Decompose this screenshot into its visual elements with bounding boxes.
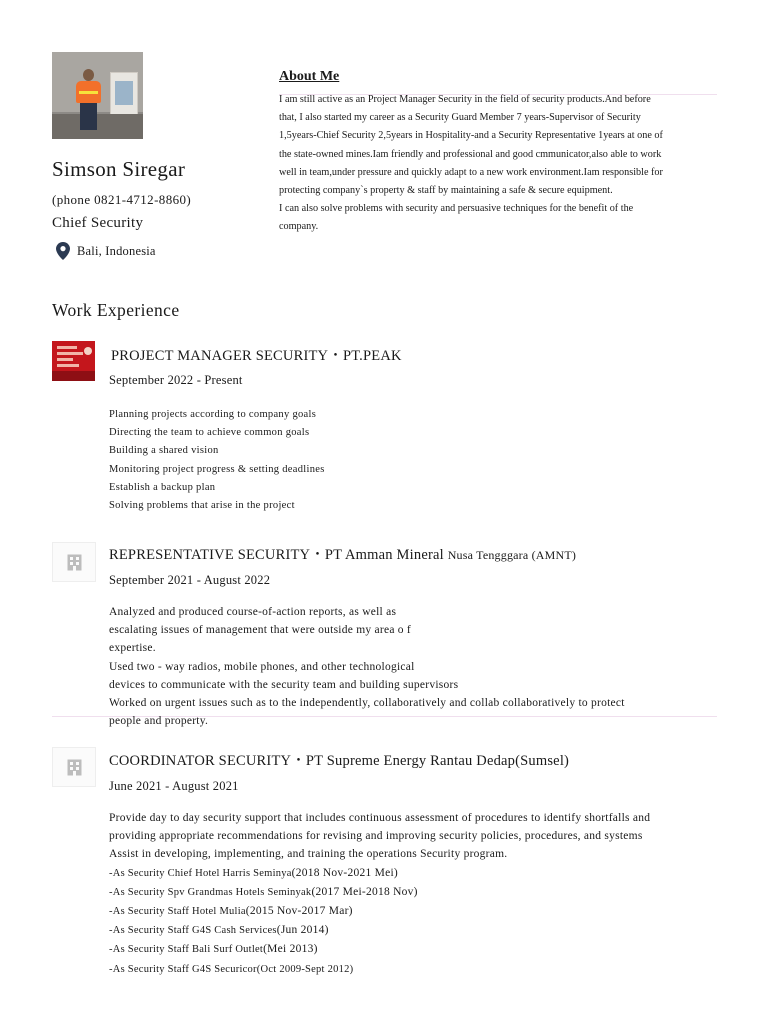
- job-date: September 2022 - Present: [109, 373, 243, 387]
- profile-phone: (phone 0821-4712-8860): [52, 192, 192, 207]
- company-logo: [52, 341, 95, 381]
- building-icon: [52, 747, 96, 787]
- job-date: June 2021 - August 2021: [109, 779, 239, 793]
- list-item: -As Security Staff G4S Securicor(Oct 2009-Sept 2012): [109, 963, 354, 975]
- list-item: -As Security Staff Hotel Mulia(2015 Nov-2017 Mar): [109, 905, 353, 918]
- list-item: Solving problems that arise in the project: [109, 500, 295, 512]
- map-pin-icon: [56, 242, 70, 260]
- list-item: -As Security Chief Hotel Harris Seminya(2018 Nov-2021 Mei): [109, 866, 398, 879]
- job-title: PROJECT MANAGER SECURITY・PT.PEAK: [111, 348, 402, 364]
- work-experience-heading: Work Experience: [52, 300, 180, 320]
- job-description: Analyzed and produced course-of-action reports, as well as escalating issues of management that were outside my area o f expertise. Used two - way radios, mobile phones, and other technological devices to communicate with the security team and building supervisors Worked on urgent issues such as to the independently, collaboratively and collab collaboratively to protect people and property.: [109, 606, 625, 728]
- profile-location: Bali, Indonesia: [77, 244, 156, 258]
- building-icon: [52, 542, 96, 582]
- list-item: Monitoring project progress & setting deadlines: [109, 463, 325, 475]
- about-title: About Me: [279, 69, 340, 84]
- list-item: -As Security Spv Grandmas Hotels Seminyak(2017 Mei-2018 Nov): [109, 885, 418, 898]
- profile-name: Simson Siregar: [52, 157, 186, 181]
- job-date: September 2021 - August 2022: [109, 573, 271, 587]
- list-item: Building a shared vision: [109, 445, 219, 457]
- list-item: Establish a backup plan: [109, 481, 216, 493]
- profile-role: Chief Security: [52, 215, 144, 231]
- profile-photo: [52, 52, 143, 139]
- list-item: -As Security Staff Bali Surf Outlet(Mei 2013): [109, 943, 318, 956]
- list-item: -As Security Staff G4S Cash Services(Jun 2014): [109, 924, 329, 937]
- about-text: I am still active as an Project Manager Security in the field of security products.And before that, I also started my career as a Security Guard Member 7 years-Supervisor of Security 1,5years-Chief Security 2,5years in Hospitality-and a Security Representative 1years at one of the state-owned mines.Iam friendly and professional and good cmmunicator,also able to work well in team,under pressure and quickly adapt to a new work environment.Iam responsible for protecting company`s property & staff by maintaining a safe & secure equipment. I can also solve problems with security and persuasive techniques for the benefit of the company.: [279, 94, 663, 233]
- job-title: COORDINATOR SECURITY・PT Supreme Energy Rantau Dedap(Sumsel): [109, 753, 570, 769]
- list-item: Directing the team to achieve common goals: [109, 427, 310, 439]
- job-description: Provide day to day security support that includes continuous assessment of procedures to identify shortfalls and providing appropriate recommendations for revising and improving security policies, procedures, and systems Assist in developing, implementing, and training the operations Security program. -As Security Chief Hotel Harris Seminya(2018 Nov-2021 Mei) -As Security Spv Grandmas Hotels Seminyak(2017 Mei-2018 Nov) -As Security Staff Hotel Mulia(2015 Nov-2017 Mar) -As Security Staff G4S Cash Services(Jun 2014) -As Security Staff Bali Surf Outlet(Mei 2013) -As Security Staff G4S Securicor(Oct 2009-Sept 2012): [109, 809, 650, 979]
- job-title: REPRESENTATIVE SECURITY・PT Amman Mineral Nusa Tengggara (AMNT): [109, 547, 577, 563]
- job-duties: [109, 406, 325, 515]
- list-item: Planning projects according to company goals: [109, 409, 317, 420]
